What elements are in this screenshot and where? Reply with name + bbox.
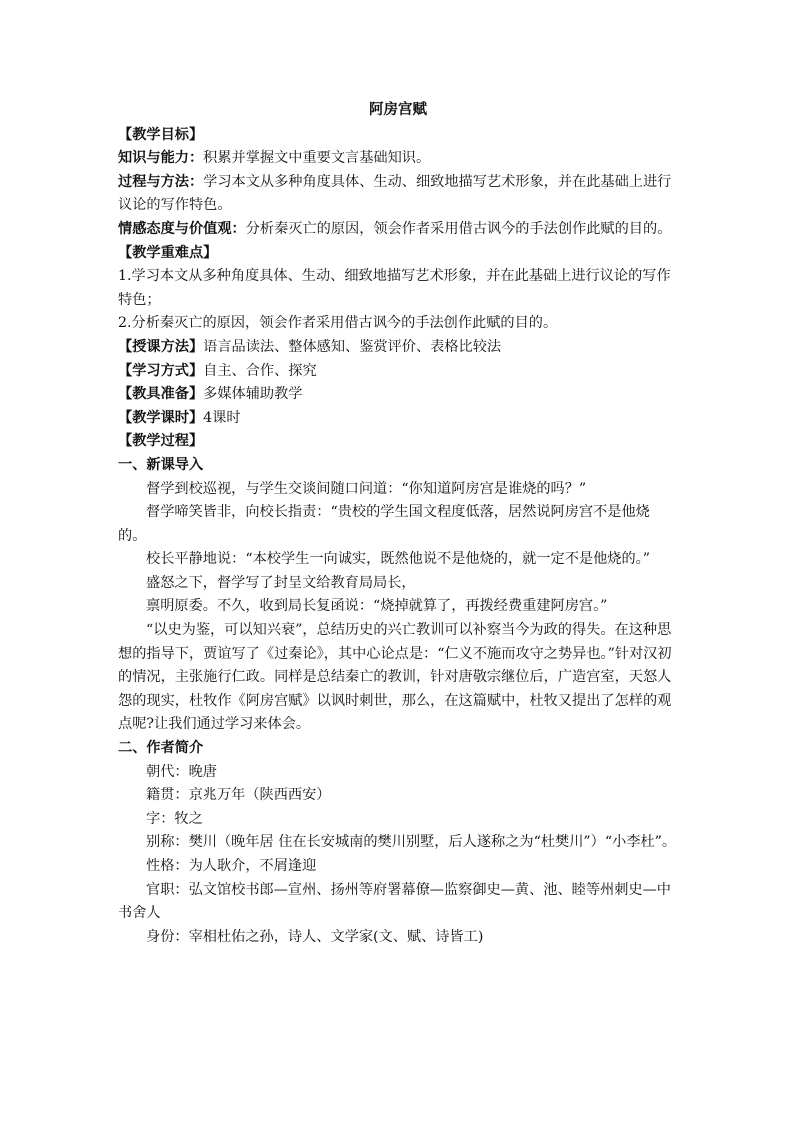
document-title: 阿房宫赋 — [369, 101, 427, 118]
paragraph: 盛怒之下，督学写了封呈文给教育局局长， — [146, 574, 416, 591]
paragraph: 朝代：晚唐 — [146, 763, 217, 780]
meta-label: 【教学课时】 — [118, 409, 204, 426]
paragraph: 督学啼笑皆非，向校长指责：“贵校的学生国文程度低落，居然说阿房宫不是他烧的。 — [118, 504, 650, 544]
teaching-goals-heading: 【教学目标】 — [118, 126, 204, 143]
meta-text: 4课时 — [203, 409, 241, 426]
meta-hours — [118, 407, 678, 431]
meta-label: 【授课方法】 — [118, 338, 204, 355]
goal-text: 分析秦灭亡的原因，领会作者采用借古讽今的手法创作此赋的目的。 — [245, 220, 672, 237]
paragraph: 身份：宰相杜佑之孙，诗人、文学家(文、赋、诗皆工) — [146, 928, 484, 945]
paragraph: 督学到校巡视，与学生交谈间随口问道：“你知道阿房宫是谁烧的吗？” — [146, 480, 587, 497]
paragraph: 别称：樊川（晚年居 住在长安城南的樊川别墅，后人遂称之为“杜樊川”）“小李杜”。 — [146, 834, 677, 851]
goal-text: 积累并掌握文中重要文言基础知识。 — [203, 150, 431, 167]
meta-tools — [118, 383, 678, 407]
paragraph: 籍贯：京兆万年（陕西西安） — [146, 787, 331, 804]
meta-text: 多媒体辅助教学 — [203, 386, 303, 403]
goal-label: 情感态度与价值观： — [118, 220, 246, 237]
key-points-heading: 【教学重难点】 — [118, 244, 218, 261]
paragraph: “以史为鉴，可以知兴衰”，总结历史的兴亡教训可以补察当今为政的得失。在这种思想的指导下，贾谊写了《过秦论》，其中心论点是：“仁义不施而攻守之势异也。”针对汉初的情况，主张施行仁政。同样是总结秦亡的教训，针对唐敬宗继位后，广造宫室，天怒人怨的现实，杜牧作《阿房宫赋》以讽时刺世，那么，在这篇赋中，杜牧又提出了怎样的观点呢?让我们通过学习来体会。 — [118, 622, 672, 733]
goal-label: 知识与能力： — [118, 150, 204, 167]
paragraph: 官职：弘文馆校书郎—宣州、扬州等府署幕僚—监察御史—黄、池、睦等州刺史—中书舍人 — [118, 881, 671, 922]
process-heading: 【教学过程】 — [118, 433, 204, 450]
goal-label: 过程与方法： — [118, 173, 204, 190]
goal-text: 学习本文从多种角度具体、生动、细致地描写艺术形象，并在此基础上进行议论的写作特色。 — [118, 173, 672, 214]
goal-process — [118, 171, 678, 218]
goal-knowledge — [118, 147, 678, 171]
section-heading: 一、新课导入 — [118, 456, 204, 473]
key-point-item: 2.分析秦灭亡的原因，领会作者采用借古讽今的手法创作此赋的目的。 — [118, 315, 558, 332]
goal-emotion — [118, 218, 678, 242]
meta-text: 语言品读法、整体感知、鉴赏评价、表格比较法 — [203, 338, 502, 355]
section-heading: 二、作者简介 — [118, 740, 204, 757]
meta-label: 【教具准备】 — [118, 386, 204, 403]
meta-method — [118, 336, 678, 360]
meta-text: 自主、合作、探究 — [203, 362, 317, 379]
paragraph: 禀明原委。不久，收到局长复函说：“烧掉就算了，再拨经费重建阿房宫。” — [146, 598, 608, 615]
meta-learning — [118, 360, 678, 384]
paragraph: 字：牧之 — [146, 810, 203, 827]
key-point-item: 1.学习本文从多种角度具体、生动、细致地描写艺术形象，并在此基础上进行议论的写作特色； — [118, 268, 671, 308]
meta-label: 【学习方式】 — [118, 362, 204, 379]
paragraph: 校长平静地说：“本校学生一向诚实，既然他说不是他烧的，就一定不是他烧的。” — [146, 551, 650, 568]
document-page — [118, 98, 678, 949]
paragraph: 性格：为人耿介，不屑逢迎 — [146, 858, 317, 874]
